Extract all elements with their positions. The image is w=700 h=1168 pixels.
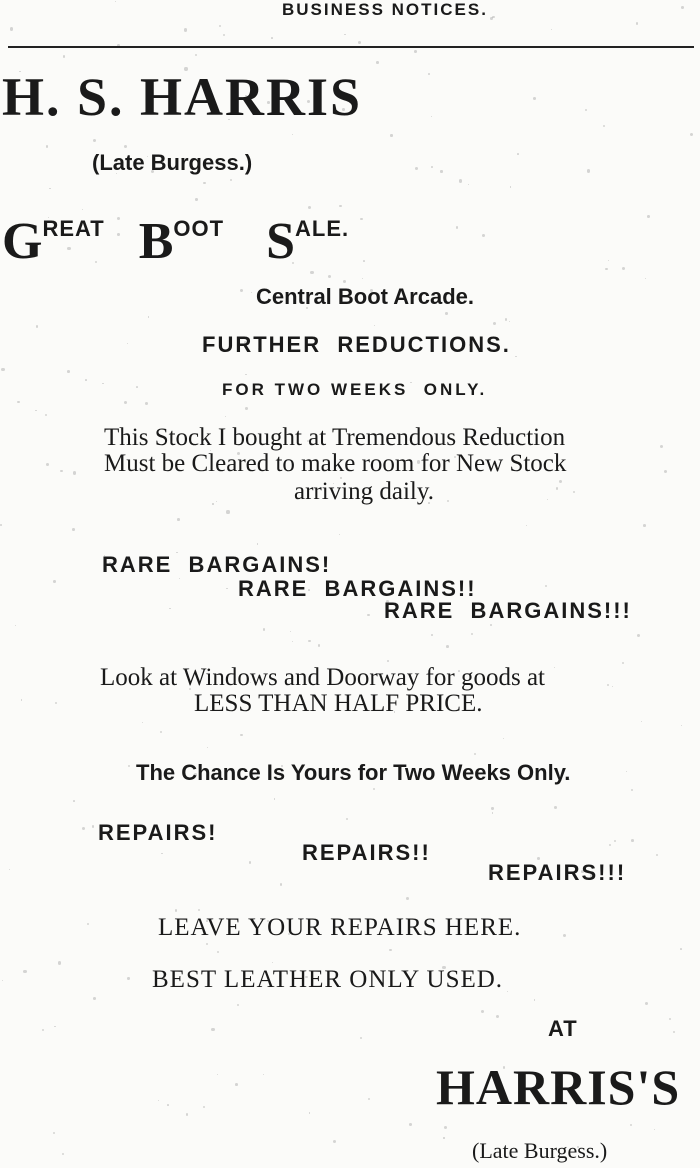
speck bbox=[681, 6, 684, 9]
bargains-line-1: RARE BARGAINS! bbox=[102, 552, 332, 577]
speck bbox=[128, 765, 130, 767]
speck bbox=[235, 1083, 238, 1086]
speck bbox=[468, 184, 470, 186]
speck bbox=[274, 798, 276, 800]
speck bbox=[492, 16, 495, 19]
at-line: AT bbox=[548, 1016, 578, 1041]
speck bbox=[21, 699, 23, 701]
speck bbox=[493, 322, 496, 325]
speck bbox=[585, 109, 587, 111]
speck bbox=[503, 738, 505, 740]
speck bbox=[292, 641, 293, 642]
speck bbox=[2, 980, 3, 981]
two-weeks-only: FOR TWO WEEKS ONLY. bbox=[222, 380, 488, 399]
speck bbox=[160, 731, 162, 733]
speck bbox=[446, 645, 449, 648]
speck bbox=[195, 54, 197, 56]
speck bbox=[310, 271, 313, 274]
speck bbox=[415, 167, 418, 170]
chance-line: The Chance Is Yours for Two Weeks Only. bbox=[136, 760, 571, 785]
speck bbox=[612, 686, 613, 687]
speck bbox=[263, 628, 265, 630]
speck bbox=[42, 1029, 45, 1032]
stock-line-1: This Stock I bought at Tremendous Reduction bbox=[104, 424, 566, 451]
speck bbox=[545, 585, 548, 588]
speck bbox=[554, 667, 555, 668]
further-reductions: FURTHER REDUCTIONS. bbox=[202, 332, 511, 357]
speck bbox=[363, 260, 365, 262]
speck bbox=[509, 321, 510, 322]
speck bbox=[431, 634, 433, 636]
arcade-line: Central Boot Arcade. bbox=[256, 284, 475, 309]
speck bbox=[507, 991, 508, 992]
speck bbox=[136, 386, 138, 388]
speck bbox=[526, 525, 527, 526]
speck bbox=[92, 825, 94, 827]
speck bbox=[1, 368, 4, 371]
speck bbox=[492, 812, 493, 813]
speck bbox=[660, 445, 663, 448]
speck bbox=[93, 997, 96, 1000]
speck bbox=[15, 625, 16, 626]
speck bbox=[54, 1026, 56, 1028]
speck bbox=[240, 734, 242, 736]
speck bbox=[102, 383, 103, 384]
speck bbox=[226, 510, 229, 513]
speck bbox=[554, 806, 557, 809]
speck bbox=[308, 640, 310, 642]
speck bbox=[46, 463, 49, 466]
speck bbox=[643, 524, 646, 527]
speck bbox=[360, 1037, 362, 1039]
bargains-line-3: RARE BARGAINS!!! bbox=[384, 598, 632, 623]
speck bbox=[62, 1153, 64, 1155]
speck bbox=[431, 166, 433, 168]
speck bbox=[175, 909, 177, 911]
sale-word-sale bbox=[266, 213, 350, 270]
leave-repairs-line: LEAVE YOUR REPAIRS HERE. bbox=[158, 914, 522, 941]
speck bbox=[45, 414, 47, 416]
speck bbox=[608, 260, 609, 261]
speck bbox=[17, 401, 20, 404]
speck bbox=[198, 909, 200, 911]
speck bbox=[534, 999, 536, 1001]
speck bbox=[614, 840, 616, 842]
speck bbox=[93, 139, 96, 142]
speck bbox=[630, 1124, 632, 1126]
speck bbox=[124, 401, 127, 404]
speck bbox=[35, 410, 37, 412]
speck bbox=[58, 961, 61, 964]
speck bbox=[53, 1132, 55, 1134]
speck bbox=[481, 1010, 484, 1013]
speck bbox=[603, 125, 605, 127]
speck bbox=[318, 644, 321, 647]
speck bbox=[362, 278, 363, 279]
speck bbox=[290, 631, 291, 632]
speck bbox=[67, 370, 70, 373]
speck bbox=[82, 209, 83, 210]
speck bbox=[223, 34, 226, 37]
speck bbox=[551, 29, 552, 30]
speck bbox=[73, 800, 75, 802]
speck bbox=[605, 268, 608, 271]
sale-word-boot-rest: OOT bbox=[173, 216, 225, 241]
speck bbox=[669, 1018, 672, 1021]
speck bbox=[257, 543, 258, 544]
speck bbox=[217, 951, 219, 953]
section-header: BUSINESS NOTICES. bbox=[282, 0, 488, 19]
speck bbox=[127, 977, 129, 979]
speck bbox=[609, 844, 611, 846]
speck bbox=[53, 580, 56, 583]
speck bbox=[496, 1015, 499, 1018]
speck bbox=[272, 962, 273, 963]
speck bbox=[73, 471, 76, 474]
speck bbox=[251, 292, 252, 293]
speck bbox=[533, 97, 536, 100]
speck bbox=[556, 487, 558, 489]
speck bbox=[184, 28, 187, 31]
speck bbox=[207, 747, 208, 748]
sale-word-boot-cap: B bbox=[138, 213, 174, 270]
speck bbox=[63, 55, 65, 57]
speck bbox=[680, 948, 682, 950]
speck bbox=[636, 22, 638, 24]
speck bbox=[344, 34, 345, 35]
speck bbox=[343, 280, 346, 283]
speck bbox=[124, 145, 127, 148]
speck bbox=[226, 588, 227, 589]
speck bbox=[271, 37, 273, 39]
header-rule bbox=[8, 46, 694, 48]
speck bbox=[219, 25, 221, 27]
speck bbox=[280, 883, 283, 886]
speck bbox=[148, 316, 149, 317]
speck bbox=[230, 179, 232, 181]
speck bbox=[517, 153, 519, 155]
speck bbox=[645, 1002, 648, 1005]
speck bbox=[656, 854, 658, 856]
best-leather-line: BEST LEATHER ONLY USED. bbox=[152, 966, 504, 993]
speck bbox=[36, 325, 38, 327]
sale-word-great-cap: G bbox=[2, 213, 43, 270]
speck bbox=[631, 789, 633, 791]
speck bbox=[249, 861, 252, 864]
speck bbox=[186, 1113, 189, 1116]
speck bbox=[471, 633, 473, 635]
speck bbox=[292, 134, 293, 135]
stock-line-3: arriving daily. bbox=[294, 478, 435, 505]
speck bbox=[367, 614, 370, 617]
speck bbox=[387, 660, 389, 662]
speck bbox=[9, 869, 10, 870]
speck bbox=[245, 407, 248, 410]
speck bbox=[664, 470, 667, 473]
repairs-line-3: REPAIRS!!! bbox=[488, 860, 627, 885]
speck bbox=[474, 753, 476, 755]
speck bbox=[447, 500, 449, 502]
speck bbox=[10, 27, 13, 30]
speck bbox=[490, 17, 493, 20]
speck bbox=[72, 528, 75, 531]
speck bbox=[177, 518, 180, 521]
speck bbox=[203, 182, 205, 184]
sale-word-boot bbox=[138, 213, 228, 270]
repairs-line-1: REPAIRS! bbox=[98, 820, 218, 845]
speck bbox=[444, 1126, 447, 1129]
speck bbox=[409, 1123, 412, 1126]
speck bbox=[631, 839, 634, 842]
speck bbox=[626, 771, 627, 772]
speck bbox=[195, 198, 198, 201]
speck bbox=[491, 807, 493, 809]
speck bbox=[339, 534, 340, 535]
speck bbox=[328, 275, 331, 278]
speck bbox=[212, 503, 213, 504]
speck bbox=[587, 169, 590, 172]
speck bbox=[622, 662, 624, 664]
speck bbox=[482, 234, 485, 237]
look-line-2: LESS THAN HALF PRICE. bbox=[194, 690, 483, 717]
speck bbox=[490, 624, 492, 626]
speck bbox=[82, 827, 85, 830]
speck bbox=[217, 1074, 219, 1076]
speck bbox=[374, 325, 375, 326]
speck bbox=[390, 134, 392, 136]
sale-word-sale-rest: ALE. bbox=[295, 216, 350, 241]
look-line-1: Look at Windows and Doorway for goods at bbox=[100, 664, 545, 691]
speck bbox=[681, 725, 682, 726]
speck bbox=[23, 970, 26, 973]
speck bbox=[428, 73, 430, 75]
speck bbox=[406, 897, 409, 900]
speck bbox=[145, 402, 148, 405]
speck bbox=[245, 374, 247, 376]
speck bbox=[85, 379, 87, 381]
speck bbox=[547, 499, 548, 500]
speck bbox=[206, 943, 208, 945]
speck bbox=[443, 1137, 444, 1138]
speck bbox=[360, 218, 363, 221]
speck bbox=[607, 684, 609, 686]
speck bbox=[414, 50, 417, 53]
speck bbox=[169, 608, 171, 610]
shop-late-note: (Late Burgess.) bbox=[472, 1138, 608, 1163]
speck bbox=[0, 524, 2, 526]
sale-word-great bbox=[2, 213, 109, 270]
speck bbox=[158, 1100, 159, 1101]
speck bbox=[637, 634, 640, 637]
shop-name: HARRIS'S bbox=[436, 1059, 681, 1115]
speck bbox=[237, 1004, 239, 1006]
speck bbox=[115, 1, 116, 2]
speck bbox=[211, 1028, 214, 1031]
repairs-line-2: REPAIRS!! bbox=[302, 840, 431, 865]
speck bbox=[167, 1104, 169, 1106]
speck bbox=[216, 501, 217, 502]
speck bbox=[456, 226, 459, 229]
speck bbox=[358, 41, 361, 44]
speck bbox=[203, 1106, 205, 1108]
speck bbox=[373, 788, 375, 790]
stock-line-2: Must be Cleared to make room for New Stock bbox=[104, 450, 567, 477]
speck bbox=[641, 721, 642, 722]
sale-word-great-rest: REAT bbox=[42, 216, 105, 241]
bargains-line-2: RARE BARGAINS!! bbox=[238, 576, 477, 601]
speck bbox=[515, 356, 517, 358]
speck bbox=[654, 1129, 655, 1130]
speck bbox=[263, 1074, 264, 1075]
speck bbox=[559, 480, 562, 483]
speck bbox=[459, 179, 462, 182]
speck bbox=[645, 278, 646, 279]
speck bbox=[142, 722, 143, 723]
speck bbox=[240, 289, 243, 292]
speck bbox=[431, 116, 432, 117]
speck bbox=[505, 318, 507, 320]
speck bbox=[308, 206, 311, 209]
speck bbox=[179, 578, 180, 579]
speck bbox=[161, 853, 163, 855]
speck bbox=[87, 923, 89, 925]
speck bbox=[445, 312, 448, 315]
speck bbox=[563, 934, 566, 937]
advertiser-late-note: (Late Burgess.) bbox=[92, 150, 253, 175]
speck bbox=[60, 470, 63, 473]
speck bbox=[127, 343, 128, 344]
speck bbox=[368, 1098, 370, 1100]
advertiser-name: H. S. HARRIS bbox=[2, 67, 363, 127]
speck bbox=[46, 145, 48, 147]
speck bbox=[510, 186, 511, 187]
speck bbox=[346, 818, 348, 820]
speck bbox=[339, 205, 341, 207]
speck bbox=[389, 949, 392, 952]
speck bbox=[673, 1031, 675, 1033]
sale-heading bbox=[2, 212, 349, 271]
speck bbox=[55, 702, 57, 704]
sale-word-sale-cap: S bbox=[266, 213, 295, 270]
speck bbox=[647, 215, 650, 218]
speck bbox=[309, 1112, 310, 1113]
speck bbox=[573, 491, 575, 493]
speck bbox=[690, 133, 693, 136]
speck bbox=[49, 188, 50, 189]
speck bbox=[622, 267, 625, 270]
speck bbox=[376, 61, 379, 64]
speck bbox=[333, 1140, 336, 1143]
speck bbox=[440, 170, 442, 172]
speck bbox=[225, 416, 226, 417]
